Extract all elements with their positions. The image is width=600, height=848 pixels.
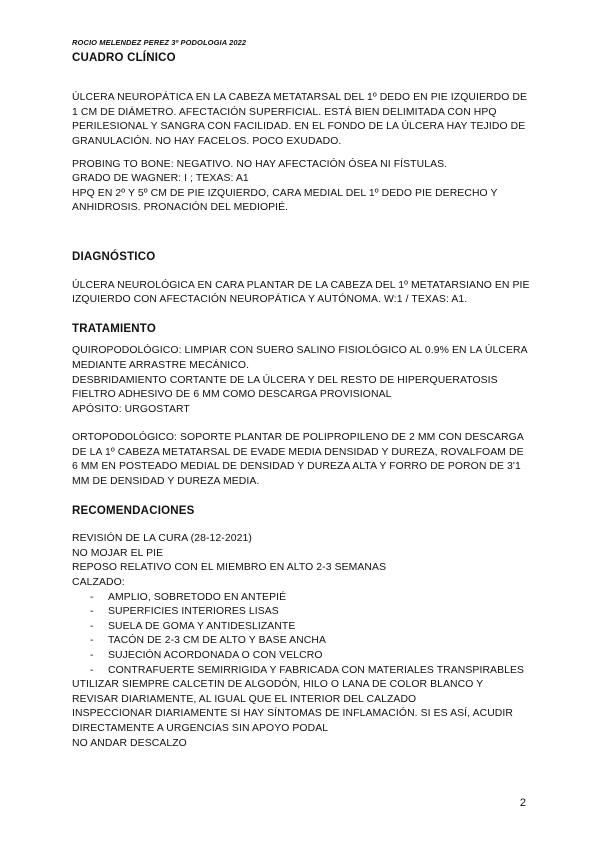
recomendacion-line-6: INSPECCIONAR DIARIAMENTE SI HAY SÍNTOMAS DE INFLAMACIÓN. SI ES ASÍ, ACUDIR DIRECTAMENTE A URGENCIAS SIN APOYO PODAL [72,708,514,734]
tratamiento-quiro-3: FIELTRO ADHESIVO DE 6 MM COMO DESCARGA PROVISIONAL [72,389,392,401]
list-item: - AMPLIO, SOBRETODO EN ANTEPIÉ [72,591,532,606]
cuadro-clinico-para-1: ÚLCERA NEUROPÁTICA EN LA CABEZA METATARSAL DEL 1º DEDO EN PIE IZQUIERDO DE 1 CM DE DIÁMETRO. AFECTACIÓN SUPERFICIAL. ESTÁ BIEN DELIMITADA CON HPQ PERILESIONAL Y SANGRA CON FACILIDAD. EN EL FONDO DE LA ÚLCERA HAY TEJIDO DE GRANULACIÓN. NO HAY FACELOS. POCO EXUDADO. [72,92,528,147]
diagnostico-para-1: ÚLCERA NEUROLÓGICA EN CARA PLANTAR DE LA CABEZA DEL 1º METATARSIANO EN PIE IZQUIERDO CON AFECTACIÓN NEUROPÁTICA Y AUTÓNOMA. W:1 / TEXAS: A1. [72,279,530,306]
author-header: ROCIO MELENDEZ PEREZ 3º PODOLOGIA 2022 [72,38,247,47]
cuadro-clinico-para-3: GRADO DE WAGNER: I ; TEXAS: A1 [72,173,249,185]
recomendacion-line-5: UTILIZAR SIEMPRE CALCETIN DE ALGODÓN, HILO O LANA DE COLOR BLANCO Y REVISAR DIARIAMENTE, AL IGUAL QUE EL INTERIOR DEL CALZADO [72,679,484,705]
section-title-recomendaciones: RECOMENDACIONES [72,504,195,517]
tratamiento-quiro-4: APÓSITO: URGOSTART [72,403,190,415]
document-page [72,36,532,751]
cuadro-clinico-para-4: HPQ EN 2º Y 5º CM DE PIE IZQUIERDO, CARA MEDIAL DEL 1º DEDO PIE DERECHO Y ANHIDROSIS. PRONACIÓN DEL MEDIOPIÉ. [72,187,498,214]
list-item: - CONTRAFUERTE SEMIRRIGIDA Y FABRICADA CON MATERIALES TRANSPIRABLES [72,664,532,679]
list-item: - SUELA DE GOMA Y ANTIDESLIZANTE [72,620,532,635]
list-item: - SUPERFICIES INTERIORES LISAS [72,605,532,620]
tratamiento-quiro-2: DESBRIDAMIENTO CORTANTE DE LA ÚLCERA Y DEL RESTO DE HIPERQUERATOSIS [72,374,498,386]
section-title-tratamiento: TRATAMIENTO [72,322,156,335]
calzado-list [72,591,532,679]
tratamiento-quiro-1: QUIROPODOLÓGICO: LIMPIAR CON SUERO SALINO FISIOLÓGICO AL 0.9% EN LA ÚLCERA MEDIANTE ARRASTRE MECÁNICO. [72,345,528,371]
recomendacion-line-4: CALZADO: [72,577,125,589]
list-item: - TACÓN DE 2-3 CM DE ALTO Y BASE ANCHA [72,634,532,649]
tratamiento-orto: ORTOPODOLÓGICO: SOPORTE PLANTAR DE POLIPROPILENO DE 2 MM CON DESCARGA DE LA 1º CABEZA METATARSAL DE EVADE MEDIA DENSIDAD Y DUREZA, ROVALFOAM DE 6 MM EN POSTEADO MEDIAL DE DENSIDAD Y DUREZA ALTA Y FORRO DE PORON DE 3'1 MM DE DENSIDAD Y DUREZA MEDIA. [72,432,524,488]
section-title-diagnostico: DIAGNÓSTICO [72,250,156,263]
list-item: - SUJECIÓN ACORDONADA O CON VELCRO [72,649,532,664]
recomendacion-line-2: NO MOJAR EL PIE [72,547,164,559]
recomendacion-line-1: REVISIÓN DE LA CURA (28-12-2021) [72,533,252,545]
page-number: 2 [519,797,526,809]
cuadro-clinico-para-2: PROBING TO BONE: NEGATIVO. NO HAY AFECTACIÓN ÓSEA NI FÍSTULAS. [72,158,448,170]
recomendacion-line-3: REPOSO RELATIVO CON EL MIEMBRO EN ALTO 2-3 SEMANAS [72,562,387,574]
section-title-cuadro-clinico: CUADRO CLÍNICO [72,51,176,64]
recomendacion-line-7: NO ANDAR DESCALZO [72,737,187,749]
